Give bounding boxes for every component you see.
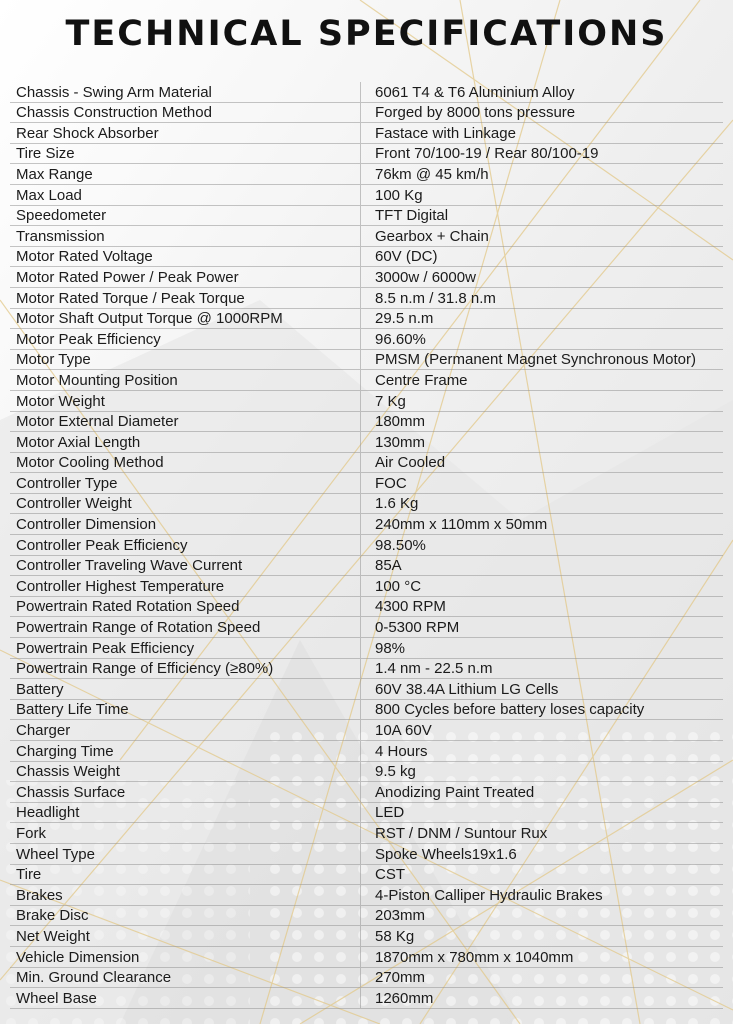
spec-value: 130mm — [375, 433, 426, 451]
spec-value: 76km @ 45 km/h — [375, 165, 489, 183]
spec-value: 4300 RPM — [375, 598, 446, 616]
spec-row — [10, 988, 723, 1009]
spec-label: Powertrain Range of Rotation Speed — [10, 617, 361, 637]
spec-row — [10, 597, 723, 618]
spec-value: 100 Kg — [375, 186, 423, 204]
spec-label: Brake Disc — [10, 906, 361, 926]
spec-row — [10, 164, 723, 185]
spec-value: 29.5 n.m — [375, 310, 434, 328]
spec-value: 58 Kg — [375, 927, 415, 945]
spec-label: Motor Weight — [10, 391, 361, 411]
spec-row — [10, 391, 723, 412]
spec-label: Min. Ground Clearance — [10, 968, 361, 988]
spec-row — [10, 617, 723, 638]
spec-row — [10, 247, 723, 268]
spec-value: 98.50% — [375, 536, 426, 554]
spec-label: Controller Peak Efficiency — [10, 535, 361, 555]
spec-value: 1.4 nm - 22.5 n.m — [375, 660, 493, 678]
spec-value: 0-5300 RPM — [375, 619, 460, 637]
spec-label: Motor Mounting Position — [10, 370, 361, 390]
spec-label: Motor Rated Power / Peak Power — [10, 267, 361, 287]
spec-value: 96.60% — [375, 330, 426, 348]
spec-row — [10, 947, 723, 968]
spec-label: Controller Dimension — [10, 514, 361, 534]
spec-value: 1870mm x 780mm x 1040mm — [375, 948, 574, 966]
spec-value: Spoke Wheels19x1.6 — [375, 845, 517, 863]
spec-label: Wheel Type — [10, 844, 361, 864]
spec-row — [10, 823, 723, 844]
spec-row — [10, 782, 723, 803]
spec-label: Net Weight — [10, 926, 361, 946]
spec-label: Powertrain Range of Efficiency (≥80%) — [10, 659, 361, 679]
spec-row — [10, 82, 723, 103]
spec-row — [10, 576, 723, 597]
spec-row — [10, 226, 723, 247]
page-title: TECHNICAL SPECIFICATIONS — [65, 14, 668, 54]
spec-row — [10, 370, 723, 391]
spec-row — [10, 288, 723, 309]
spec-row — [10, 535, 723, 556]
spec-label: Vehicle Dimension — [10, 947, 361, 967]
spec-value: PMSM (Permanent Magnet Synchronous Motor) — [375, 351, 696, 369]
spec-row — [10, 123, 723, 144]
spec-row — [10, 412, 723, 433]
spec-row — [10, 473, 723, 494]
spec-label: Motor Shaft Output Torque @ 1000RPM — [10, 309, 361, 329]
spec-label: Chassis - Swing Arm Material — [10, 82, 361, 102]
spec-value: 7 Kg — [375, 392, 406, 410]
spec-label: Max Range — [10, 164, 361, 184]
spec-row — [10, 906, 723, 927]
spec-value: LED — [375, 804, 405, 822]
spec-label: Transmission — [10, 226, 361, 246]
spec-row — [10, 700, 723, 721]
spec-value: 240mm x 110mm x 50mm — [375, 516, 548, 534]
spec-row — [10, 659, 723, 680]
spec-label: Powertrain Peak Efficiency — [10, 638, 361, 658]
spec-label: Motor Rated Voltage — [10, 247, 361, 267]
spec-value: 4 Hours — [375, 742, 428, 760]
spec-label: Controller Traveling Wave Current — [10, 556, 361, 576]
spec-label: Chassis Construction Method — [10, 103, 361, 123]
spec-label: Motor Rated Torque / Peak Torque — [10, 288, 361, 308]
spec-row — [10, 865, 723, 886]
spec-value: RST / DNM / Suntour Rux — [375, 824, 548, 842]
spec-row — [10, 185, 723, 206]
spec-label: Motor External Diameter — [10, 412, 361, 432]
spec-value: 100 °C — [375, 577, 422, 595]
spec-label: Headlight — [10, 803, 361, 823]
spec-row — [10, 638, 723, 659]
spec-label: Charging Time — [10, 741, 361, 761]
spec-row — [10, 844, 723, 865]
spec-label: Battery Life Time — [10, 700, 361, 720]
spec-label: Motor Cooling Method — [10, 453, 361, 473]
spec-row — [10, 267, 723, 288]
spec-value: Forged by 8000 tons pressure — [375, 104, 576, 122]
spec-value: 60V 38.4A Lithium LG Cells — [375, 680, 559, 698]
spec-row — [10, 803, 723, 824]
spec-value: 203mm — [375, 907, 426, 925]
spec-value: 180mm — [375, 413, 426, 431]
spec-value: TFT Digital — [375, 207, 449, 225]
spec-value: 85A — [375, 557, 402, 575]
spec-label: Motor Peak Efficiency — [10, 329, 361, 349]
spec-value: 270mm — [375, 969, 426, 987]
spec-value: 1.6 Kg — [375, 495, 419, 513]
spec-row — [10, 968, 723, 989]
spec-row — [10, 103, 723, 124]
spec-label: Wheel Base — [10, 988, 361, 1008]
spec-value: 6061 T4 & T6 Aluminium Alloy — [375, 83, 575, 101]
spec-row — [10, 679, 723, 700]
spec-value: 800 Cycles before battery loses capacity — [375, 701, 645, 719]
spec-row — [10, 556, 723, 577]
spec-row — [10, 453, 723, 474]
spec-value: 98% — [375, 639, 406, 657]
spec-label: Speedometer — [10, 206, 361, 226]
spec-row — [10, 720, 723, 741]
spec-label: Controller Weight — [10, 494, 361, 514]
spec-label: Max Load — [10, 185, 361, 205]
spec-value: Fastace with Linkage — [375, 124, 516, 142]
spec-value: 10A 60V — [375, 722, 432, 739]
spec-label: Rear Shock Absorber — [10, 123, 361, 143]
spec-value: Front 70/100-19 / Rear 80/100-19 — [375, 145, 599, 163]
spec-value: 3000w / 6000w — [375, 268, 476, 286]
spec-label: Motor Axial Length — [10, 432, 361, 452]
spec-value: Gearbox + Chain — [375, 227, 489, 245]
spec-value: 8.5 n.m / 31.8 n.m — [375, 289, 496, 307]
spec-row — [10, 741, 723, 762]
spec-label: Fork — [10, 823, 361, 843]
spec-label: Chassis Surface — [10, 782, 361, 802]
spec-row — [10, 309, 723, 330]
spec-label: Controller Highest Temperature — [10, 576, 361, 596]
spec-value: 1260mm — [375, 989, 434, 1007]
spec-row — [10, 885, 723, 906]
spec-value: Air Cooled — [375, 454, 446, 472]
spec-label: Powertrain Rated Rotation Speed — [10, 597, 361, 617]
spec-row — [10, 494, 723, 515]
spec-label: Tire — [10, 865, 361, 885]
spec-value: 9.5 kg — [375, 763, 416, 781]
spec-row — [10, 926, 723, 947]
spec-row — [10, 762, 723, 783]
spec-row — [10, 206, 723, 227]
spec-label: Controller Type — [10, 473, 361, 493]
spec-value: FOC — [375, 474, 407, 492]
spec-table — [10, 82, 723, 1009]
spec-label: Chassis Weight — [10, 762, 361, 782]
spec-value: 60V (DC) — [375, 248, 438, 266]
spec-value: Centre Frame — [375, 371, 468, 389]
spec-value: 4-Piston Calliper Hydraulic Brakes — [375, 886, 603, 904]
spec-label: Battery — [10, 679, 361, 699]
spec-row — [10, 432, 723, 453]
spec-label: Motor Type — [10, 350, 361, 370]
spec-value: CST — [375, 866, 405, 884]
spec-label: Tire Size — [10, 144, 361, 164]
spec-row — [10, 350, 723, 371]
spec-row — [10, 144, 723, 165]
spec-value: Anodizing Paint Treated — [375, 783, 535, 801]
spec-row — [10, 329, 723, 350]
spec-label: Brakes — [10, 885, 361, 905]
spec-row — [10, 514, 723, 535]
spec-label: Charger — [10, 720, 361, 740]
